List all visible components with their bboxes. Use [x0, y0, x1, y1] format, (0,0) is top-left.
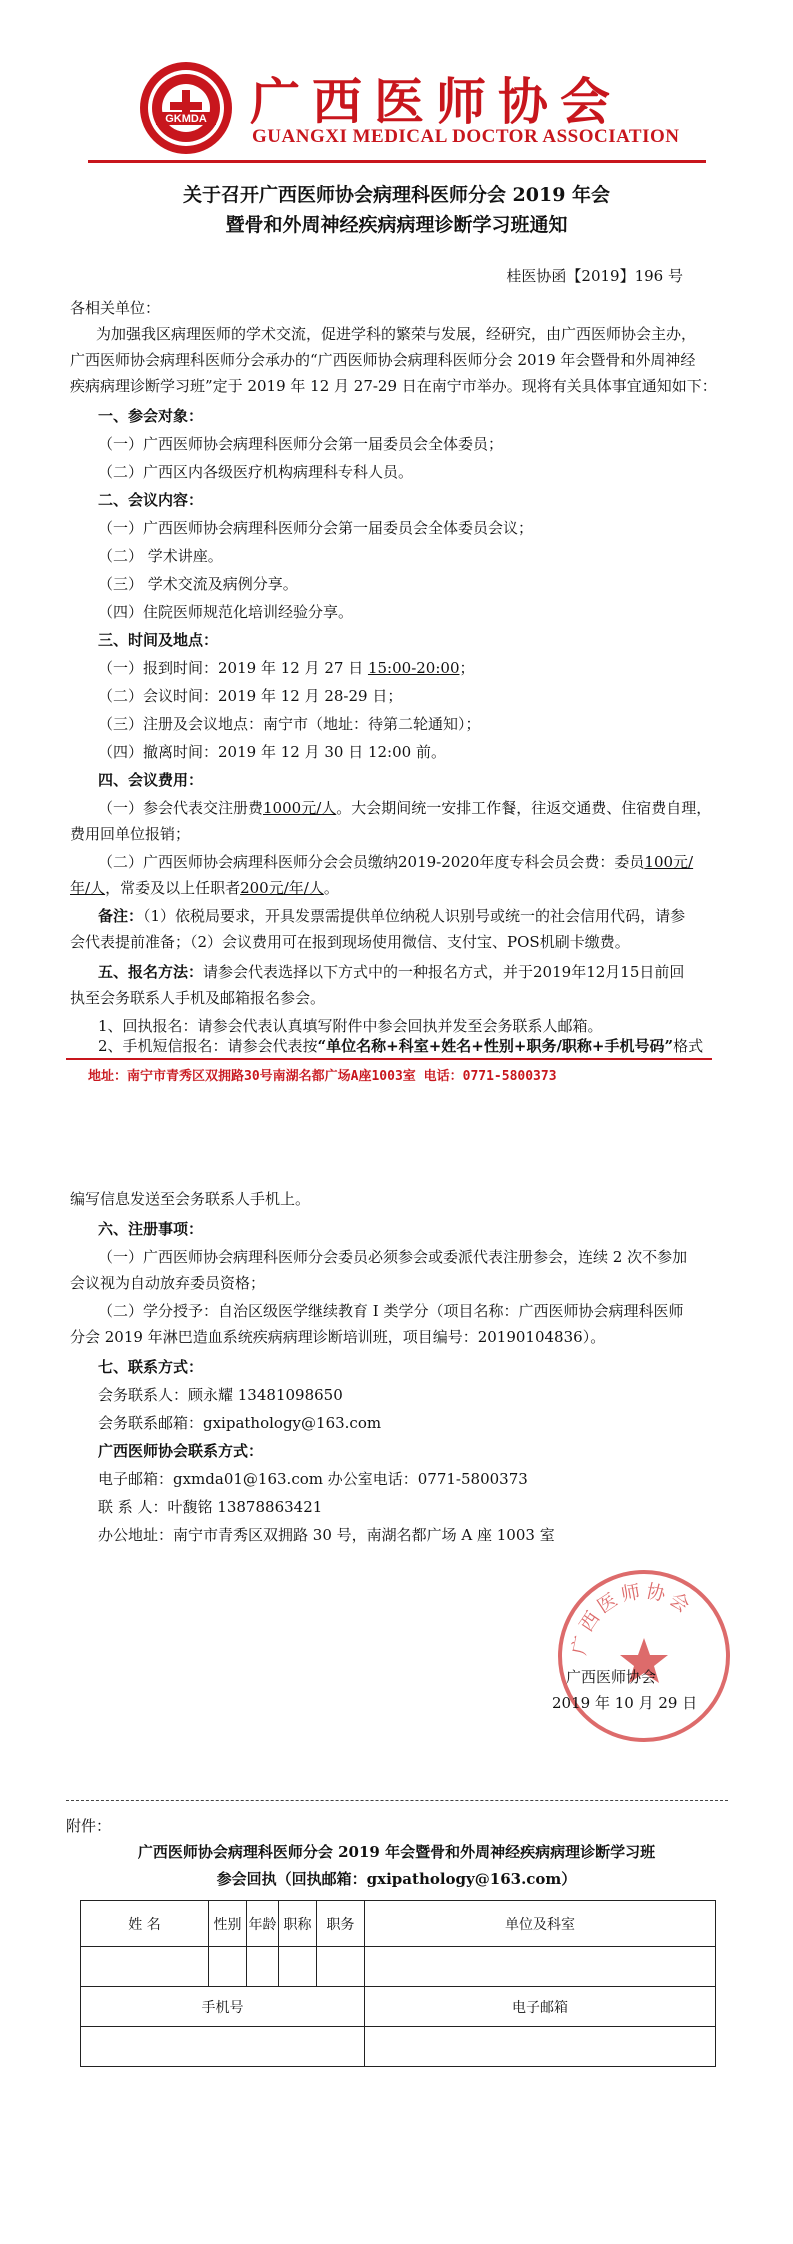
unit-cell[interactable] [365, 1947, 716, 1987]
fee-line [98, 797, 758, 819]
header-email: 电子邮箱 [365, 1987, 716, 2027]
text: ，常委及以上任职者 [105, 879, 241, 897]
list-item: （三） 学术交流及病例分享。 [98, 575, 298, 593]
section-heading: 四、会议费用： [98, 771, 204, 789]
text: 。大会期间统一安排工作餐，往返交通费、住宿费自理， [336, 799, 712, 817]
list-item: （四）撤离时间：2019 年 12 月 30 日 12:00 前。 [98, 743, 446, 761]
assoc-email: 电子邮箱：gxmda01@163.com 办公室电话：0771-5800373 [98, 1470, 528, 1488]
checkin-time: 15:00-20:00 [367, 659, 460, 677]
list-item: （四）住院医师规范化培训经验分享。 [98, 603, 354, 621]
table-row [81, 2027, 716, 2067]
intro-line: 疾病病理诊断学习班”定于 2019 年 12 月 27-29 日在南宁市举办。现将有关具体事宜通知如下： [70, 377, 717, 395]
list-item: （一）广西医师协会病理科医师分会第一届委员会全体委员会议； [98, 519, 534, 537]
contact-person: 会务联系人：顾永耀 13481098650 [98, 1386, 343, 1404]
signature-date: 2019 年 10 月 29 日 [552, 1694, 698, 1712]
list-item: 会议视为自动放弃委员资格； [70, 1274, 266, 1292]
footer-address: 地址：南宁市青秀区双拥路30号南湖名都广场A座1003室 电话：0771-5800373 [88, 1069, 557, 1084]
fee-line [98, 851, 758, 873]
list-item [98, 1035, 758, 1057]
assoc-address: 办公地址：南宁市青秀区双拥路 30 号，南湖名都广场 A 座 1003 室 [98, 1526, 555, 1544]
name-cell[interactable] [81, 1947, 209, 1987]
intro-line: 为加强我区病理医师的学术交流，促进学科的繁荣与发展，经研究，由广西医师协会主办， [96, 325, 697, 343]
member-fee: 100元/ [644, 853, 694, 871]
position-cell[interactable] [317, 1947, 365, 1987]
text: 2、手机短信报名：请参会代表按 [98, 1037, 318, 1055]
list-item: （二） 学术讲座。 [98, 547, 223, 565]
official-seal [556, 1568, 732, 1744]
separator [66, 1800, 728, 1801]
note-line [98, 905, 758, 927]
executive-fee: 200元/年/人 [240, 879, 324, 897]
attachment-title: 广西医师协会病理科医师分会 2019 年会暨骨和外周神经疾病病理诊断学习班 [137, 1843, 656, 1861]
section-heading: 二、会议内容： [98, 491, 204, 509]
header-title: 职称 [279, 1901, 317, 1947]
section-heading: 七、联系方式： [98, 1358, 204, 1376]
text: 。 [323, 879, 339, 897]
phone-cell[interactable] [81, 2027, 365, 2067]
org-name-en: GUANGXI MEDICAL DOCTOR ASSOCIATION [252, 126, 680, 147]
list-item: 1、回执报名：请参会代表认真填写附件中参会回执并发至会务联系人邮箱。 [98, 1017, 603, 1035]
list-item: （二）广西区内各级医疗机构病理科专科人员。 [98, 463, 414, 481]
doc-number: 桂医协函【2019】196 号 [506, 267, 683, 285]
header-position: 职务 [317, 1901, 365, 1947]
table-row [81, 1901, 716, 1947]
section-heading: 六、注册事项： [98, 1220, 204, 1238]
list-item: （一）广西医师协会病理科医师分会委员必须参会或委派代表注册参会，连续 2 次不参加 [98, 1248, 688, 1266]
note-label: 备注： [98, 907, 144, 925]
salutation: 各相关单位： [70, 299, 161, 317]
text: ； [459, 659, 475, 677]
list-item [98, 657, 758, 679]
attachment-subtitle: 参会回执（回执邮箱：gxipathology@163.com） [216, 1870, 577, 1888]
header-phone: 手机号 [81, 1987, 365, 2027]
header-rule [88, 160, 706, 163]
assoc-person: 联 系 人：叶馥铭 13878863421 [98, 1498, 323, 1516]
contact-email: 会务联系邮箱：gxipathology@163.com [98, 1414, 382, 1432]
list-item: 分会 2019 年淋巴造血系统疾病病理诊断培训班，项目编号：20190104836）。 [70, 1328, 606, 1346]
title-cell[interactable] [279, 1947, 317, 1987]
list-item: （二）会议时间：2019 年 12 月 28-29 日； [98, 687, 403, 705]
header-name: 姓 名 [81, 1901, 209, 1947]
assoc-contact-heading: 广西医师协会联系方式： [98, 1442, 264, 1460]
doc-title-line1: 关于召开广西医师协会病理科医师分会 2019 年会 [182, 184, 611, 206]
svg-text:GKMDA: GKMDA [165, 113, 207, 125]
registration-line [98, 961, 758, 983]
list-item: （二）学分授予：自治区级医学继续教育 I 类学分（项目名称：广西医师协会病理科医师 [98, 1302, 684, 1320]
text: 请参会代表选择以下方式中的一种报名方式，并于2019年12月15日前回 [203, 963, 685, 981]
text: 格式 [673, 1037, 704, 1055]
text: （一）报到时间：2019 年 12 月 27 日 [98, 659, 368, 677]
footer-rule [66, 1058, 712, 1060]
age-cell[interactable] [247, 1947, 279, 1987]
email-cell[interactable] [365, 2027, 716, 2067]
fee-line [70, 877, 730, 899]
signature-org: 广西医师协会 [566, 1668, 657, 1686]
sms-format: “单位名称+科室+姓名+性别+职务/职称+手机号码” [317, 1037, 674, 1055]
header-age: 年龄 [247, 1901, 279, 1947]
header-gender: 性别 [209, 1901, 247, 1947]
note-line: 会代表提前准备；（2）会议费用可在报到现场使用微信、支付宝、POS机刷卡缴费。 [70, 933, 630, 951]
association-logo [138, 60, 234, 156]
org-name-cn: 广西医师协会 [250, 72, 622, 131]
section-heading: 一、参会对象： [98, 407, 204, 425]
text: （一）参会代表交注册费 [98, 799, 264, 817]
intro-line: 广西医师协会病理科医师分会承办的“广西医师协会病理科医师分会 2019 年会暨骨和外周神经 [70, 351, 696, 369]
list-item: （一）广西医师协会病理科医师分会第一届委员会全体委员； [98, 435, 504, 453]
doc-title-line2: 暨骨和外周神经疾病病理诊断学习班通知 [225, 214, 568, 236]
table-row [81, 1947, 716, 1987]
header-unit: 单位及科室 [365, 1901, 716, 1947]
registration-fee: 1000元/人 [263, 799, 337, 817]
section-heading: 五、报名方法： [98, 963, 204, 981]
attachment-label: 附件： [66, 1817, 112, 1835]
section-heading: 三、时间及地点： [98, 631, 219, 649]
fee-line: 费用回单位报销； [70, 825, 191, 843]
seal-text: 广西医师协会 [568, 1580, 697, 1657]
table-row [81, 1987, 716, 2027]
list-item: （三）注册及会议地点：南宁市（地址：待第二轮通知）； [98, 715, 481, 733]
gender-cell[interactable] [209, 1947, 247, 1987]
member-fee-unit: 年/人 [70, 879, 106, 897]
reply-form-table [80, 1900, 716, 2067]
registration-line: 执至会务联系人手机及邮箱报名参会。 [70, 989, 326, 1007]
text: （1）依税局要求，开具发票需提供单位纳税人识别号或统一的社会信用代码，请参 [143, 907, 686, 925]
text: （二）广西医师协会病理科医师分会会员缴纳2019-2020年度专科会员会费：委员 [98, 853, 645, 871]
registration-line: 编写信息发送至会务联系人手机上。 [70, 1190, 311, 1208]
